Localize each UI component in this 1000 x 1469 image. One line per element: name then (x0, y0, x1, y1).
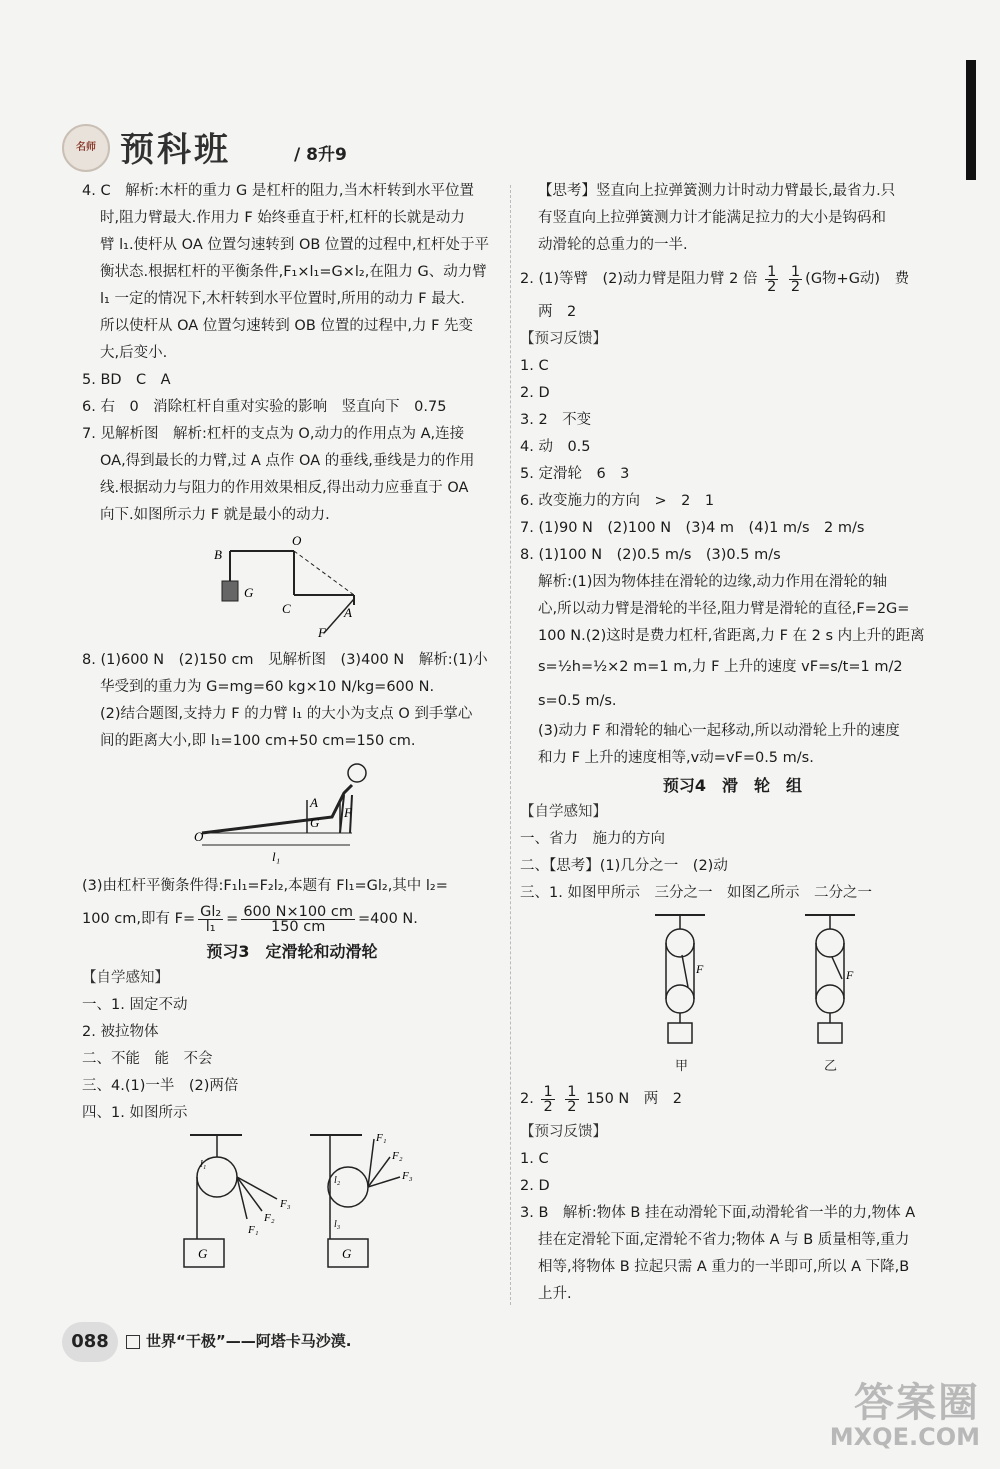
label-l1: l₁ (200, 1159, 207, 1170)
caption-jia: 甲 (675, 1059, 689, 1074)
text-line: s=½h=½×2 m=1 m,力 F 上升的速度 vF=s/t=1 m/2 s=0.5 m/s. (538, 659, 903, 709)
label-f2: F₂ (264, 1212, 275, 1224)
list-item: 7. (1)90 N (2)100 N (3)4 m (4)1 m/s 2 m/s (520, 520, 865, 536)
text-line: 所以使杆从 OA 位置匀速转到 OB 位置的过程中,力 F 先变 (100, 318, 474, 334)
grade-label: / 8升9 (294, 145, 347, 165)
label-l3: l₃ (334, 1219, 341, 1230)
denominator: 2 (567, 1098, 577, 1115)
logo: 名师 (62, 124, 110, 172)
numerator: 1 (767, 263, 777, 280)
list-item: 8. (1)100 N (2)0.5 m/s (3)0.5 m/s (520, 547, 781, 563)
list-item: 1. C (520, 358, 549, 374)
text-line: 衡状态.根据杠杆的平衡条件,F₁×l₁=G×l₂,在阻力 G、动力臂 (100, 264, 487, 280)
label-f3: F₃ (402, 1170, 413, 1182)
text-line: 3. B 解析:物体 B 挂在动滑轮下面,动滑轮省一半的力,物体 A (520, 1205, 916, 1221)
figure-captions (520, 1057, 945, 1079)
answer-6: 6. 右 0 消除杠杆自重对实验的影响 竖直向下 0.75 (82, 399, 447, 415)
watermark-logo: 答案圈 (854, 1380, 980, 1426)
denominator: 150 cm (270, 918, 326, 935)
text-line: 臂 l₁.使杆从 OA 位置匀速转到 OB 位置的过程中,杠杆处于平 (100, 237, 490, 253)
tag-self-study: 【自学感知】 (82, 970, 169, 986)
text: (G物+G动) 费 (805, 271, 910, 287)
column-divider (510, 185, 511, 1305)
list-item: 6. 改变施力的方向 > 2 1 (520, 493, 715, 509)
text-line: 8. (1)600 N (2)150 cm 见解析图 (3)400 N 解析:(1)小 (82, 652, 488, 668)
pulley-diagram (82, 1127, 502, 1277)
answer-3 (520, 1200, 945, 1308)
answer-2-cont: 两 2 (538, 304, 577, 320)
list-item: 1. C (520, 1151, 549, 1167)
text: 150 N 两 2 (586, 1091, 682, 1107)
page-edge-shadow (966, 60, 976, 180)
text-line: 时,阻力臂最大.作用力 F 始终垂直于杆,杠杆的长就是动力 (100, 210, 465, 226)
label-f: F (846, 968, 854, 982)
text-line: 间的距离大小,即 l₁=100 cm+50 cm=150 cm. (100, 733, 416, 749)
text-line: 和力 F 上升的速度相等,v动=vF=0.5 m/s. (538, 750, 814, 766)
label-g: G (310, 815, 320, 830)
pushup-diagram (82, 755, 502, 873)
numerator: 1 (790, 263, 801, 280)
text-line: 华受到的重力为 G=mg=60 kg×10 N/kg=600 N. (100, 679, 435, 695)
numerator: 1 (543, 1083, 553, 1100)
label-l1: l₁ (272, 849, 281, 864)
label-f: F (344, 805, 352, 820)
feedback-list (520, 353, 945, 569)
numerator: Gl₂ (200, 903, 222, 920)
text-line: 挂在定滑轮下面,定滑轮不省力;物体 A 与 B 质量相等,重力 (538, 1232, 910, 1248)
fraction (765, 265, 778, 294)
text-line: 线.根据动力与阻力的作用效果相反,得出动力应垂直于 OA (100, 480, 469, 496)
text-line: 【思考】竖直向上拉弹簧测力计时动力臂最长,最省力.只 (538, 183, 896, 199)
label-g: G (342, 1246, 352, 1261)
text-line: 7. 见解析图 解析:杠杆的支点为 O,动力的作用点为 A,连接 (82, 426, 465, 442)
text-line: 大,后变小. (100, 345, 168, 361)
text-line: 向下.如图所示力 F 就是最小的动力. (100, 507, 330, 523)
fraction (789, 265, 802, 294)
think-block (520, 178, 945, 259)
label-g: G (198, 1246, 208, 1261)
label-l2: l₂ (334, 1175, 341, 1186)
label-f1: F₁ (376, 1132, 387, 1144)
text-line: 心,所以动力臂是滑轮的半径,阻力臂是滑轮的直径,F=2G= (538, 601, 910, 617)
text-line: 有竖直向上拉弹簧测力计才能满足拉力的大小是钩码和 (538, 210, 886, 226)
label-b: B (214, 547, 222, 562)
text-line: 解析:(1)因为物体挂在滑轮的边缘,动力作用在滑轮的轴 (538, 574, 888, 590)
checkbox-icon (126, 1335, 140, 1349)
list-item: 2. D (520, 385, 550, 401)
analysis-8 (520, 569, 945, 772)
text-line: OA,得到最长的力臂,过 A 点作 OA 的垂线,垂线是力的作用 (100, 453, 475, 469)
denominator: l₁ (205, 918, 216, 935)
text-line: 动滑轮的总重力的一半. (538, 237, 688, 253)
left-column (82, 178, 502, 1277)
numerator: 600 N×100 cm (243, 903, 353, 920)
watermark-url: MXQE.COM (829, 1423, 980, 1451)
book-title: 预科班 (120, 130, 231, 170)
fraction (241, 905, 355, 934)
text: 2. (1)等臂 (2)动力臂是阻力臂 2 倍 (520, 271, 758, 287)
text-line: (2)结合题图,支持力 F 的力臂 l₁ 的大小为支点 O 到手掌心 (100, 706, 473, 722)
item: 一、1. 固定不动 (82, 997, 188, 1013)
label-a: A (344, 605, 352, 620)
denominator: 2 (543, 1098, 553, 1115)
header (62, 118, 362, 174)
label-o: O (194, 829, 204, 844)
label-f: F (318, 625, 326, 640)
footer (62, 1322, 502, 1362)
page-number: 088 (62, 1322, 118, 1362)
tag-self-study: 【自学感知】 (520, 804, 607, 820)
list-item: 3. 2 不变 (520, 412, 592, 428)
watermark (800, 1371, 980, 1457)
label-f: F (696, 962, 704, 976)
item: 二、【思考】(1)几分之一 (2)动 (520, 858, 728, 874)
pulley-system-diagram (520, 907, 945, 1057)
tag-feedback: 【预习反馈】 (520, 331, 607, 347)
footer-note: 世界“干极”——阿塔卡马沙漠. (146, 1332, 352, 1350)
text-line: 100 N.(2)这时是费力杠杆,省距离,力 F 在 2 s 内上升的距离 (538, 628, 925, 644)
fraction (565, 1085, 578, 1114)
label-g: G (244, 585, 254, 600)
section-title-4: 预习4 滑 轮 组 (662, 776, 803, 795)
fraction (541, 1085, 554, 1114)
answer-8-part3: (3)由杠杆平衡条件得:F₁l₁=F₂l₂,本题有 Fl₁=Gl₂,其中 l₂= (82, 878, 448, 894)
right-column (520, 178, 945, 1308)
list-item: 5. 定滑轮 6 3 (520, 466, 630, 482)
text-line: 相等,将物体 B 拉起只需 A 重力的一半即可,所以 A 下降,B (538, 1259, 910, 1275)
list-item: 4. 动 0.5 (520, 439, 591, 455)
denominator: 2 (767, 278, 777, 295)
item: 三、1. 如图甲所示 三分之一 如图乙所示 二分之一 (520, 885, 872, 901)
item: 四、1. 如图所示 (82, 1105, 188, 1121)
answer-2 (520, 259, 945, 299)
text-line: 4. C 解析:木杆的重力 G 是杠杆的阻力,当木杆转到水平位置 (82, 183, 475, 199)
text-line: (3)动力 F 和滑轮的轴心一起移动,所以动滑轮上升的速度 (538, 723, 900, 739)
tag-feedback: 【预习反馈】 (520, 1124, 607, 1140)
answer-2-ratio: 2. $\frac{1}{2}$ $\frac{1}{2}$ 150 N 两 2 (520, 1083, 682, 1115)
label-o: O (292, 533, 302, 548)
numerator: 1 (567, 1083, 577, 1100)
label-a: A (310, 795, 318, 810)
answer-4 (82, 178, 502, 367)
answer-8 (82, 647, 502, 755)
lever-diagram (82, 533, 502, 643)
caption-yi: 乙 (824, 1059, 838, 1074)
section-title-3: 预习3 定滑轮和动滑轮 (206, 942, 378, 961)
item: 二、不能 能 不会 (82, 1051, 213, 1067)
item: 一、省力 施力的方向 (520, 831, 665, 847)
text-line: 上升. (538, 1286, 572, 1302)
list-item: 2. D (520, 1178, 550, 1194)
label-f1: F₁ (248, 1224, 259, 1236)
text: 100 cm,即有 F= (82, 911, 196, 927)
text-line: l₁ 一定的情况下,木杆转到水平位置时,所用的动力 F 最大. (100, 291, 465, 307)
answer-5: 5. BD C A (82, 372, 171, 388)
label-f2: F₂ (392, 1150, 403, 1162)
text: =400 N. (358, 911, 418, 927)
label-f3: F₃ (280, 1198, 291, 1210)
denominator: 2 (790, 278, 801, 295)
label-c: C (282, 601, 291, 616)
answer-7 (82, 421, 502, 529)
item: 三、4.(1)一半 (2)两倍 (82, 1078, 239, 1094)
item: 2. 被拉物体 (82, 1024, 159, 1040)
fraction (198, 905, 223, 934)
answer-8-formula: 100 cm,即有 F= $\frac{\text{Gl₂}}{\text{l₁}}$ = $\frac{600 N\times 100 cm}{150 cm}$ =400 N. (82, 903, 418, 935)
